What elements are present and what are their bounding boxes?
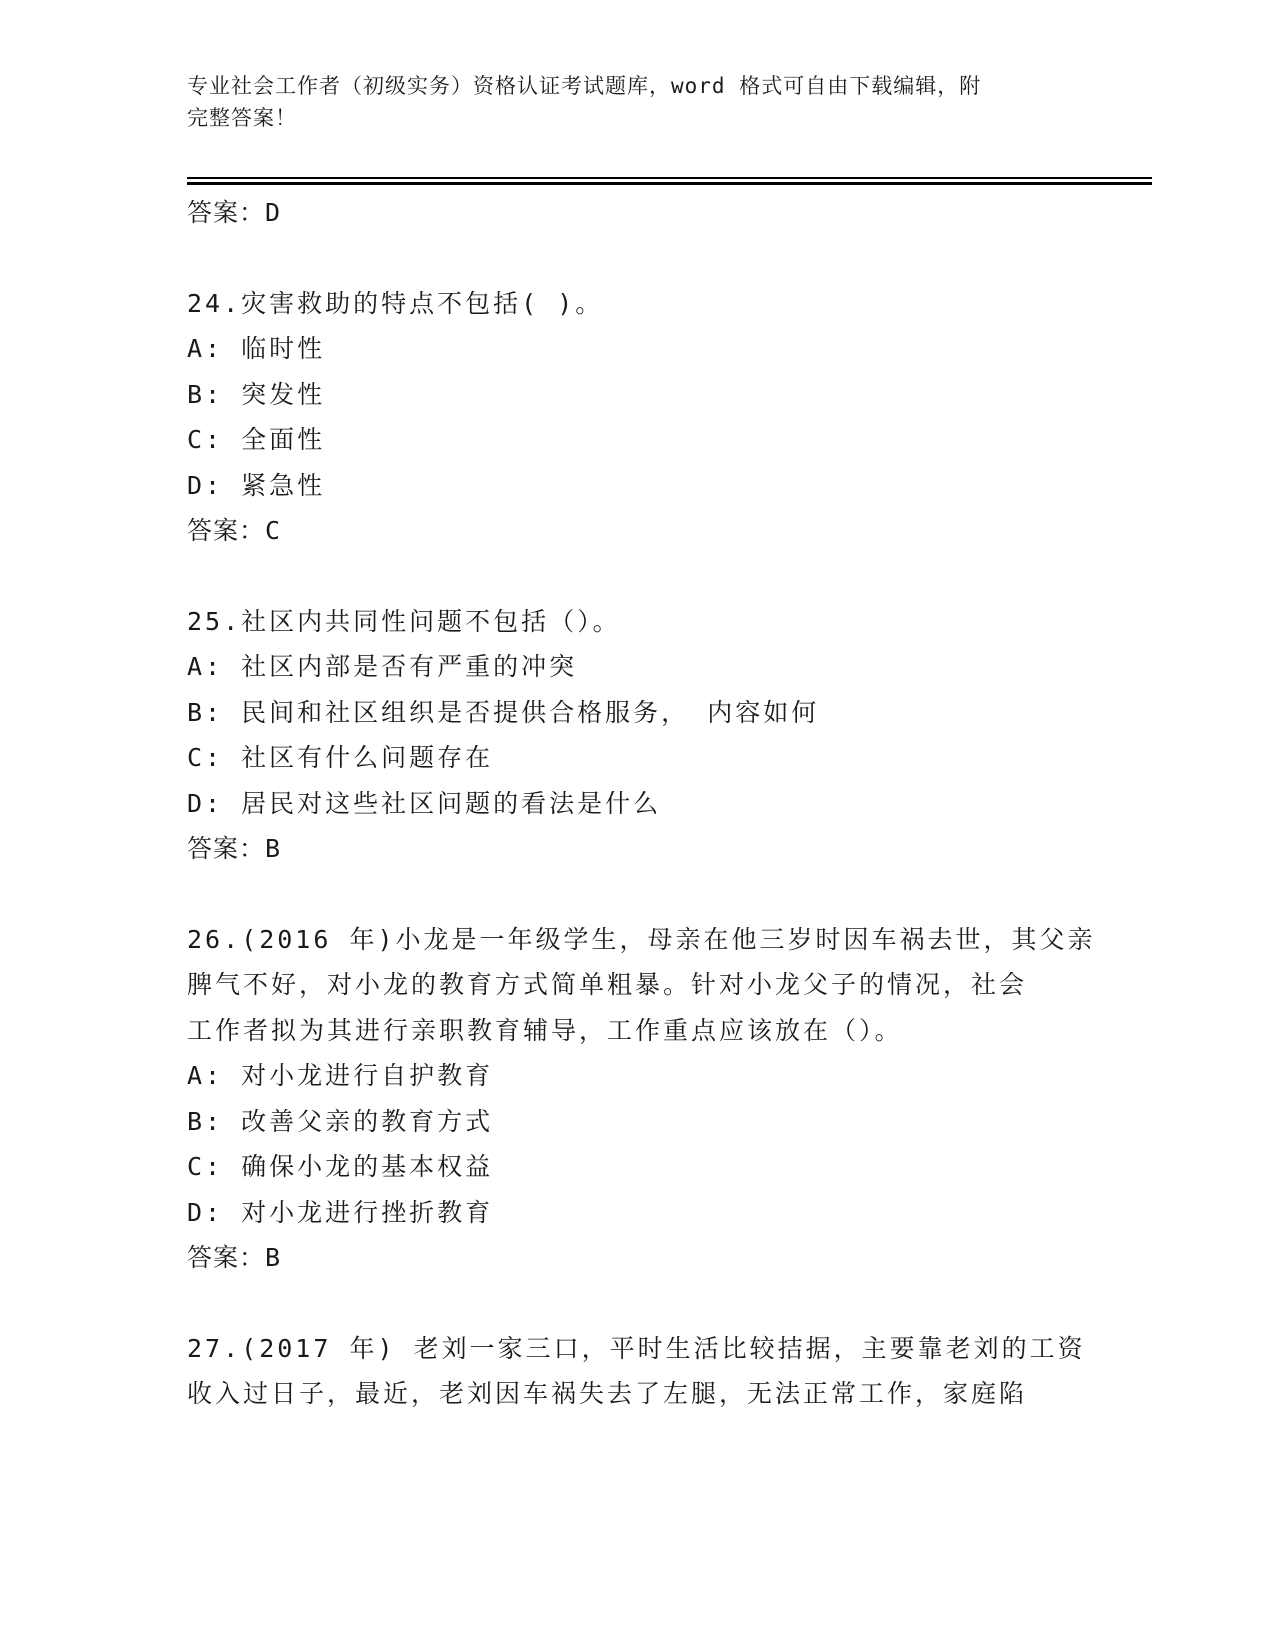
answer: 答案：B <box>187 1243 282 1272</box>
option-d: D: 紧急性 <box>187 470 326 500</box>
question-stem-line-3: 工作者拟为其进行亲职教育辅导，工作重点应该放在（）。 <box>187 1015 903 1045</box>
question-stem-line-1: 26.(2016 年)小龙是一年级学生，母亲在他三岁时因车祸去世，其父亲 <box>187 924 1096 954</box>
header-divider-thin <box>187 177 1152 179</box>
spacer <box>187 236 1107 281</box>
header-line-1: 专业社会工作者（初级实务）资格认证考试题库，word 格式可自由下载编辑，附 <box>187 74 982 98</box>
spacer <box>187 872 1107 917</box>
option-b: B: 突发性 <box>187 379 326 409</box>
option-d: D: 对小龙进行挫折教育 <box>187 1197 494 1227</box>
question-content <box>187 190 1107 1417</box>
question-27 <box>187 1326 1107 1417</box>
answer: 答案：B <box>187 834 282 863</box>
question-stem-line-1: 27.(2017 年) 老刘一家三口，平时生活比较拮据，主要靠老刘的工资 <box>187 1333 1086 1363</box>
option-c: C: 全面性 <box>187 425 326 454</box>
question-24 <box>187 281 1107 554</box>
page-header <box>187 70 1087 134</box>
option-a: A: 临时性 <box>187 334 326 363</box>
option-d: D: 居民对这些社区问题的看法是什么 <box>187 788 662 818</box>
question-25 <box>187 599 1107 872</box>
question-26 <box>187 917 1107 1281</box>
option-b: B: 民间和社区组织是否提供合格服务， 内容如何 <box>187 697 820 727</box>
question-stem: 25.社区内共同性问题不包括（）。 <box>187 606 621 636</box>
header-divider-thick <box>187 182 1152 185</box>
header-line-2: 完整答案！ <box>187 106 297 130</box>
option-b: B: 改善父亲的教育方式 <box>187 1106 494 1136</box>
spacer <box>187 554 1107 599</box>
spacer <box>187 1281 1107 1326</box>
option-a: A: 社区内部是否有严重的冲突 <box>187 652 578 681</box>
previous-answer: 答案：D <box>187 198 282 227</box>
question-stem: 24.灾害救助的特点不包括( )。 <box>187 288 604 318</box>
option-a: A: 对小龙进行自护教育 <box>187 1061 494 1090</box>
question-stem-line-2: 收入过日子，最近，老刘因车祸失去了左腿，无法正常工作，家庭陷 <box>187 1379 1028 1408</box>
option-c: C: 社区有什么问题存在 <box>187 743 494 772</box>
answer: 答案：C <box>187 516 282 545</box>
question-stem-line-2: 脾气不好，对小龙的教育方式简单粗暴。针对小龙父子的情况，社会 <box>187 970 1028 999</box>
option-c: C: 确保小龙的基本权益 <box>187 1152 494 1181</box>
